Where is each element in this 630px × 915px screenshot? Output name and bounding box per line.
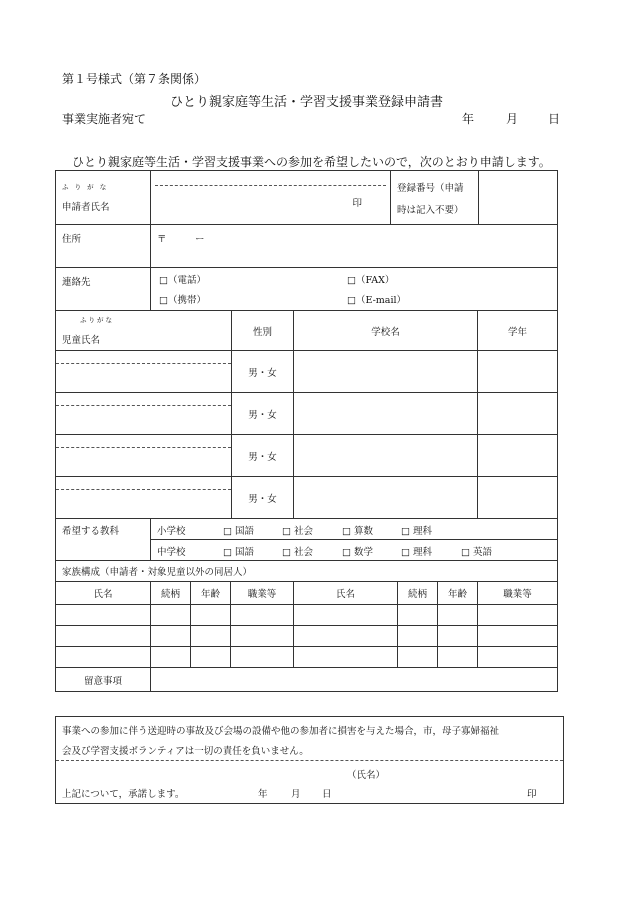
date-month: 月 [506, 112, 519, 126]
applicant-name-label-cell [56, 171, 151, 225]
consent-name-label: （氏名） [347, 770, 386, 781]
family-header-name: 氏名 [294, 582, 398, 605]
junior-label: 中学校 [157, 547, 186, 558]
disclaimer-line1: 事業への参加に伴う送迎時の事故及び会場の設備や他の参加者に損害を与えた場合，市，母子寡婦福祉 [62, 726, 500, 737]
family-cell[interactable] [56, 605, 151, 626]
family-cell[interactable] [151, 626, 191, 647]
gender-header: 性別 [232, 311, 294, 351]
child-grade-field[interactable] [478, 351, 558, 393]
form-number: 第１号様式（第７条関係） [62, 72, 207, 86]
contact-label: 連絡先 [56, 268, 151, 311]
applicant-table [55, 170, 558, 311]
date-year: 年 [462, 112, 475, 126]
notes-field[interactable] [151, 668, 558, 692]
child-name-field[interactable] [56, 351, 232, 393]
junior-subject-japanese[interactable]: □ 国語 [223, 547, 254, 558]
child-grade-field[interactable] [478, 435, 558, 477]
elementary-subject-science[interactable]: □ 理科 [401, 526, 432, 537]
family-cell[interactable] [191, 626, 231, 647]
family-cell[interactable] [151, 647, 191, 668]
junior-subjects-row [151, 540, 558, 561]
family-header-occupation: 職業等 [478, 582, 558, 605]
children-table [55, 310, 558, 519]
applicant-furigana-label: ふ り が な [62, 183, 109, 191]
family-cell[interactable] [398, 605, 438, 626]
child-furigana-divider [56, 363, 231, 364]
family-cell[interactable] [294, 626, 398, 647]
family-header-relation: 続柄 [398, 582, 438, 605]
contact-mobile[interactable]: □（携帯） [159, 295, 206, 306]
address-label: 住所 [56, 225, 151, 268]
child-school-field[interactable] [294, 435, 478, 477]
family-cell[interactable] [438, 626, 478, 647]
disclaimer-box [55, 716, 564, 804]
date-day: 日 [548, 112, 561, 126]
child-gender[interactable]: 男・女 [232, 477, 294, 519]
elementary-subject-social[interactable]: □ 社会 [282, 526, 313, 537]
disclaimer-line2: 会及び学習支援ボランティアは一切の責任を負いません。 [62, 746, 309, 757]
subjects-label: 希望する教科 [56, 519, 151, 561]
child-name-field[interactable] [56, 477, 232, 519]
registration-number-field[interactable] [479, 171, 558, 225]
family-header-age: 年齢 [191, 582, 231, 605]
consent-seal: 印 [527, 789, 537, 800]
contact-email[interactable]: □（E-mail） [347, 295, 407, 306]
form-title: ひとり親家庭等生活・学習支援事業登録申請書 [170, 95, 444, 110]
family-cell[interactable] [231, 605, 294, 626]
family-header-age: 年齢 [438, 582, 478, 605]
contact-phone[interactable]: □（電話） [159, 275, 206, 286]
child-furigana-divider [56, 489, 231, 490]
child-gender[interactable]: 男・女 [232, 351, 294, 393]
family-cell[interactable] [231, 626, 294, 647]
applicant-name-label: 申請者氏名 [62, 202, 110, 213]
grade-header: 学年 [478, 311, 558, 351]
child-gender[interactable]: 男・女 [232, 393, 294, 435]
family-cell[interactable] [151, 605, 191, 626]
family-label: 家族構成（申請者・対象児童以外の同居人） [56, 561, 558, 582]
consent-month: 月 [291, 789, 301, 800]
notes-label: 留意事項 [56, 668, 151, 692]
child-name-field[interactable] [56, 393, 232, 435]
family-cell[interactable] [438, 647, 478, 668]
consent-text: 上記について，承諾します。 [62, 789, 185, 800]
family-cell[interactable] [478, 605, 558, 626]
family-cell[interactable] [191, 647, 231, 668]
elementary-label: 小学校 [157, 526, 186, 537]
family-cell[interactable] [398, 626, 438, 647]
junior-subject-english[interactable]: □ 英語 [461, 547, 492, 558]
family-cell[interactable] [56, 647, 151, 668]
child-furigana-divider [56, 447, 231, 448]
child-school-field[interactable] [294, 393, 478, 435]
child-furigana-divider [56, 405, 231, 406]
family-cell[interactable] [56, 626, 151, 647]
applicant-name-field[interactable] [151, 171, 391, 225]
elementary-subject-japanese[interactable]: □ 国語 [223, 526, 254, 537]
consent-day: 日 [322, 789, 332, 800]
family-cell[interactable] [231, 647, 294, 668]
junior-subject-math[interactable]: □ 数学 [342, 547, 373, 558]
school-header: 学校名 [294, 311, 478, 351]
family-cell[interactable] [398, 647, 438, 668]
child-school-field[interactable] [294, 351, 478, 393]
elementary-subject-arithmetic[interactable]: □ 算数 [342, 526, 373, 537]
address-field[interactable]: 〒 ー [151, 225, 558, 268]
child-name-label: 児童氏名 [62, 335, 101, 346]
disclaimer-divider [56, 760, 563, 761]
junior-subject-science[interactable]: □ 理科 [401, 547, 432, 558]
child-grade-field[interactable] [478, 393, 558, 435]
family-cell[interactable] [478, 626, 558, 647]
family-cell[interactable] [191, 605, 231, 626]
contact-field[interactable] [151, 268, 558, 311]
addressee: 事業実施者宛て [62, 112, 147, 126]
subjects-family-table [55, 518, 558, 692]
furigana-divider [155, 185, 386, 186]
family-cell[interactable] [478, 647, 558, 668]
family-cell[interactable] [294, 605, 398, 626]
child-grade-field[interactable] [478, 477, 558, 519]
family-cell[interactable] [294, 647, 398, 668]
family-cell[interactable] [438, 605, 478, 626]
elementary-subjects-row [151, 519, 558, 540]
registration-label-line2: 時は記入不要） [397, 204, 464, 216]
contact-fax[interactable]: □（FAX） [347, 275, 395, 286]
registration-number-label [391, 171, 479, 225]
child-name-header [56, 311, 232, 351]
child-furigana-label: ふりがな [80, 316, 114, 324]
child-gender[interactable]: 男・女 [232, 435, 294, 477]
family-header-relation: 続柄 [151, 582, 191, 605]
child-name-field[interactable] [56, 435, 232, 477]
family-header-name: 氏名 [56, 582, 151, 605]
consent-year: 年 [258, 789, 268, 800]
intro-text: ひとり親家庭等生活・学習支援事業への参加を希望したいので，次のとおり申請します。 [72, 155, 551, 169]
applicant-seal: 印 [352, 198, 362, 209]
registration-label-line1: 登録番号（申請 [397, 182, 464, 194]
family-header-occupation: 職業等 [231, 582, 294, 605]
child-school-field[interactable] [294, 477, 478, 519]
junior-subject-social[interactable]: □ 社会 [282, 547, 313, 558]
